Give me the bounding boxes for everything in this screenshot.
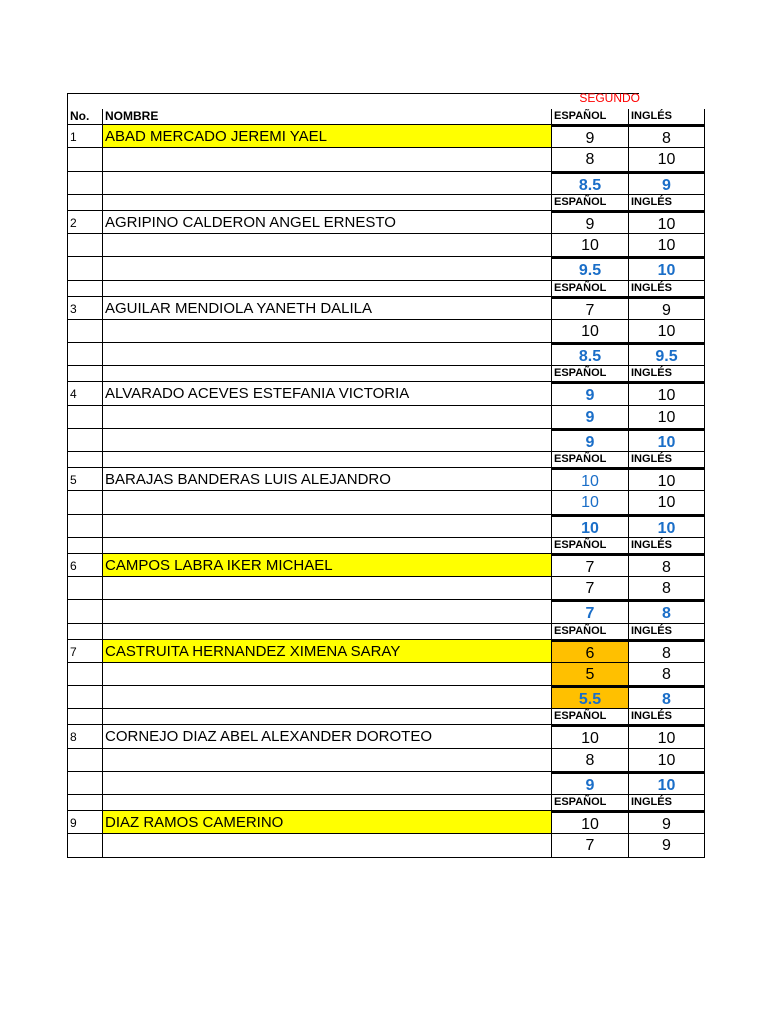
grade-espanol: 5.5 — [551, 686, 628, 709]
grade-ingles: 10 — [628, 320, 705, 343]
grade-espanol: 8 — [551, 749, 628, 772]
table-row — [67, 663, 671, 686]
header-ingles: INGLÉS — [631, 624, 672, 637]
table-row — [67, 468, 676, 491]
grade-espanol: 9 — [551, 125, 628, 148]
student-number: 8 — [70, 730, 77, 745]
header-espanol: ESPAÑOL — [554, 367, 607, 380]
table-row — [67, 811, 671, 834]
grade-espanol: 10 — [551, 468, 628, 491]
grade-ingles: 10 — [628, 491, 705, 514]
grade-ingles: 8 — [628, 663, 705, 686]
grade-ingles: 10 — [628, 772, 705, 795]
grade-ingles: 10 — [628, 429, 705, 452]
header-espanol: ESPAÑOL — [554, 710, 607, 723]
grade-espanol: 9 — [551, 382, 628, 405]
table-row — [67, 382, 676, 405]
grade-espanol: 7 — [551, 554, 628, 577]
grade-espanol: 9 — [551, 772, 628, 795]
sheet-title-row — [67, 93, 639, 109]
grade-espanol: 9.5 — [551, 257, 628, 280]
grade-espanol: 7 — [551, 297, 628, 320]
table-row — [67, 834, 671, 857]
table-row — [67, 515, 676, 538]
subheader-row — [67, 281, 672, 297]
grade-ingles: 9 — [628, 172, 705, 195]
header-ingles: INGLÉS — [631, 367, 672, 380]
grade-ingles: 9 — [628, 811, 705, 834]
grade-espanol: 10 — [551, 320, 628, 343]
subheader-row — [67, 195, 672, 211]
grade-espanol: 10 — [551, 725, 628, 748]
table-row — [67, 234, 676, 257]
table-row — [67, 343, 678, 366]
header-ingles: INGLÉS — [631, 710, 672, 723]
header-ingles: INGLÉS — [631, 281, 672, 294]
grade-ingles: 10 — [628, 515, 705, 538]
grade-ingles: 8 — [628, 554, 705, 577]
grade-espanol: 7 — [551, 577, 628, 600]
grade-ingles: 10 — [628, 234, 705, 257]
student-name: CORNEJO DIAZ ABEL ALEXANDER DOROTEO — [105, 728, 433, 746]
student-name: CASTRUITA HERNANDEZ XIMENA SARAY — [103, 640, 551, 663]
table-row — [67, 725, 676, 748]
table-row — [67, 491, 676, 514]
grade-espanol: 9 — [551, 406, 628, 429]
grade-ingles: 8 — [628, 640, 705, 663]
grade-espanol: 9 — [551, 211, 628, 234]
student-name: AGRIPINO CALDERON ANGEL ERNESTO — [105, 213, 396, 231]
table-row — [67, 577, 671, 600]
grade-ingles: 10 — [628, 725, 705, 748]
grade-ingles: 10 — [628, 406, 705, 429]
table-row — [67, 772, 676, 795]
student-number: 5 — [70, 473, 77, 487]
student-number: 7 — [70, 644, 77, 659]
grade-espanol: 10 — [551, 234, 628, 257]
student-name: AGUILAR MENDIOLA YANETH DALILA — [105, 299, 373, 317]
header-ingles: INGLÉS — [631, 110, 672, 122]
student-number: 9 — [70, 816, 77, 830]
grade-ingles: 10 — [628, 148, 705, 171]
header-ingles: INGLÉS — [631, 796, 672, 808]
table-row — [67, 320, 676, 343]
table-row — [67, 211, 676, 234]
grade-espanol: 7 — [551, 834, 628, 857]
table-row — [67, 686, 671, 709]
table-row — [67, 554, 671, 577]
student-name: CAMPOS LABRA IKER MICHAEL — [103, 554, 551, 577]
student-number: 1 — [70, 130, 77, 144]
grade-ingles: 10 — [628, 749, 705, 772]
header-ingles: INGLÉS — [631, 538, 672, 551]
grade-ingles: 10 — [628, 211, 705, 234]
grade-espanol: 10 — [551, 515, 628, 538]
subheader-row — [67, 795, 672, 811]
student-name: ABAD MERCADO JEREMI YAEL — [103, 125, 551, 148]
header-espanol: ESPAÑOL — [554, 110, 607, 122]
header-espanol: ESPAÑOL — [554, 624, 607, 637]
header-espanol: ESPAÑOL — [554, 453, 607, 465]
student-name: DIAZ RAMOS CAMERINO — [103, 811, 551, 834]
table-row — [67, 297, 671, 320]
grades-sheet — [67, 91, 678, 858]
student-number: 6 — [70, 558, 77, 573]
grade-espanol: 10 — [551, 491, 628, 514]
grade-espanol: 9 — [551, 429, 628, 452]
grade-ingles: 10 — [628, 468, 705, 491]
student-number: 2 — [70, 215, 77, 230]
grade-espanol: 8.5 — [551, 343, 628, 366]
grade-ingles: 10 — [628, 382, 705, 405]
header-espanol: ESPAÑOL — [554, 796, 607, 808]
grade-espanol: 10 — [551, 811, 628, 834]
header-no: No. — [70, 109, 90, 123]
grade-espanol: 7 — [551, 600, 628, 623]
subheader-row — [67, 366, 672, 382]
table-row — [67, 172, 671, 195]
grade-espanol: 8.5 — [551, 172, 628, 195]
student-number: 4 — [70, 387, 77, 402]
table-row — [67, 125, 671, 148]
subheader-row — [67, 624, 672, 640]
grade-ingles: 8 — [628, 577, 705, 600]
column-header-row — [67, 109, 672, 125]
sheet-title: SEGUNDO — [579, 91, 640, 105]
student-number: 3 — [70, 301, 77, 316]
table-row — [67, 640, 671, 663]
grade-espanol: 5 — [551, 663, 628, 686]
student-name: ALVARADO ACEVES ESTEFANIA VICTORIA — [105, 385, 410, 403]
table-row — [67, 257, 676, 280]
grade-ingles: 10 — [628, 257, 705, 280]
grade-ingles: 9 — [628, 297, 705, 320]
table-row — [67, 600, 671, 623]
header-ingles: INGLÉS — [631, 453, 672, 465]
table-row — [67, 749, 676, 772]
grade-ingles: 8 — [628, 600, 705, 623]
table-row — [67, 429, 676, 452]
grade-espanol: 6 — [551, 640, 628, 663]
grade-ingles: 8 — [628, 686, 705, 709]
grade-ingles: 8 — [628, 125, 705, 148]
header-name: NOMBRE — [105, 109, 159, 123]
grade-ingles: 9 — [628, 834, 705, 857]
grade-espanol: 8 — [551, 148, 628, 171]
table-row — [67, 148, 676, 171]
student-rows — [67, 125, 678, 858]
header-espanol: ESPAÑOL — [554, 538, 607, 551]
header-ingles: INGLÉS — [631, 195, 672, 208]
grade-ingles: 9.5 — [628, 343, 705, 366]
header-espanol: ESPAÑOL — [554, 281, 607, 294]
subheader-row — [67, 538, 672, 554]
header-espanol: ESPAÑOL — [554, 195, 607, 208]
table-row — [67, 406, 676, 429]
subheader-row — [67, 709, 672, 725]
student-name: BARAJAS BANDERAS LUIS ALEJANDRO — [105, 471, 391, 488]
subheader-row — [67, 452, 672, 468]
